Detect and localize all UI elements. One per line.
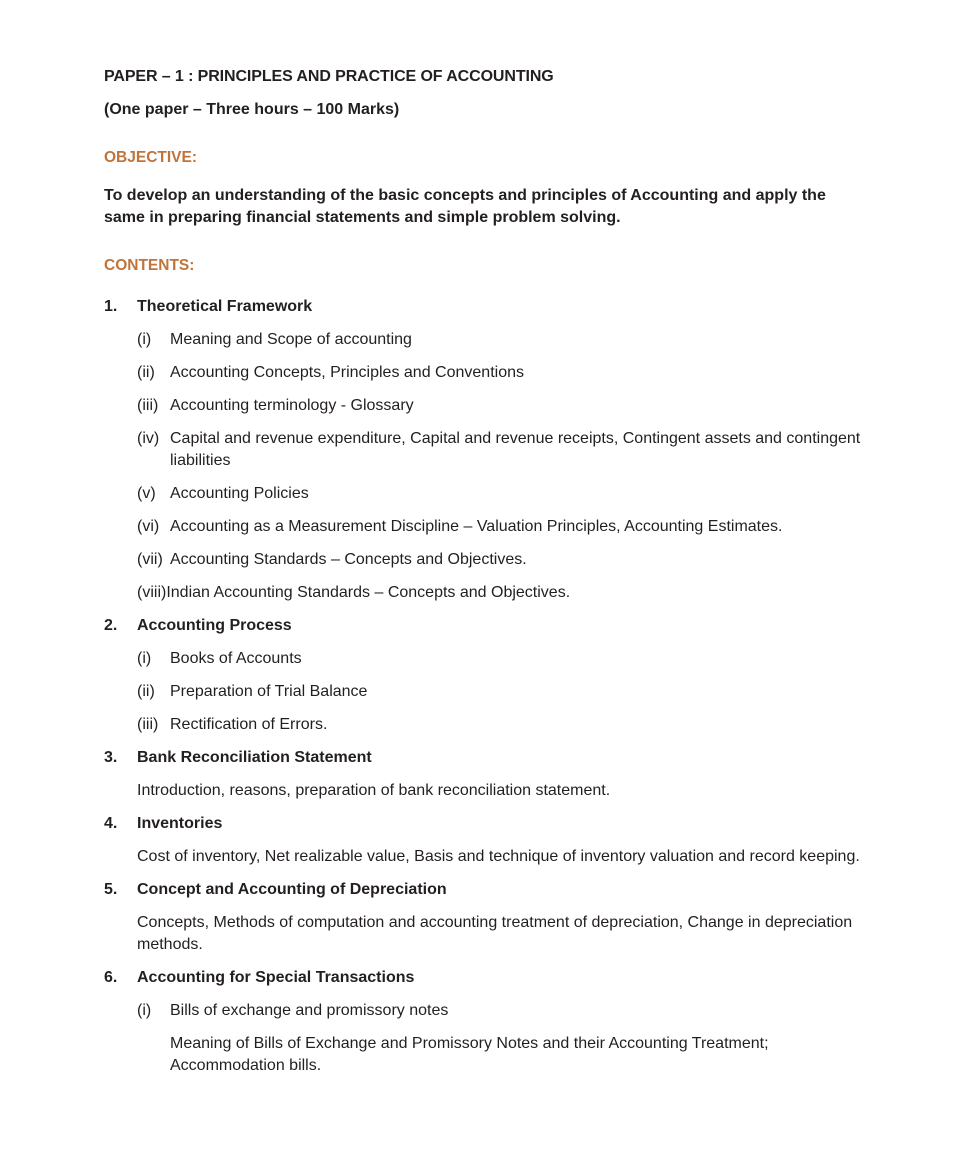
subtopic-item — [137, 1000, 864, 1022]
subtopic-text: Preparation of Trial Balance — [170, 683, 368, 700]
subtopic-text: Accounting Standards – Concepts and Objectives. — [170, 551, 527, 568]
paper-subtitle: (One paper – Three hours – 100 Marks) — [104, 101, 400, 118]
topic-title: Accounting Process — [137, 617, 292, 634]
topic-heading — [104, 296, 864, 318]
topic-heading — [104, 879, 864, 901]
topic-number: 5. — [104, 881, 118, 898]
content-topic — [104, 615, 864, 736]
topic-number: 3. — [104, 749, 118, 766]
subtopic-number: (viii) — [137, 584, 167, 601]
content-topic — [104, 296, 864, 604]
subtopic-number: (i) — [137, 650, 152, 667]
subtopic-number: (v) — [137, 485, 156, 502]
subtopic-item — [137, 714, 864, 736]
topic-title: Accounting for Special Transactions — [137, 969, 415, 986]
topic-description: Introduction, reasons, preparation of bank reconciliation statement. — [137, 782, 611, 799]
topic-number: 1. — [104, 298, 118, 315]
subtopic-number: (iv) — [137, 430, 160, 447]
subtopic-description: Meaning of Bills of Exchange and Promissory Notes and their Accounting Treatment; Accommodation bills. — [170, 1035, 769, 1074]
topic-heading — [104, 813, 864, 835]
subtopic-item — [137, 681, 864, 703]
content-topic — [104, 747, 864, 802]
content-topic — [104, 967, 864, 1077]
subtopic-item — [137, 362, 864, 384]
subtopic-number: (iii) — [137, 397, 159, 414]
subtopic-number: (vii) — [137, 551, 163, 568]
content-topic — [104, 813, 864, 868]
subtopic-text: Accounting terminology - Glossary — [170, 397, 414, 414]
subtopic-text: Rectification of Errors. — [170, 716, 328, 733]
subtopic-text: Bills of exchange and promissory notes — [170, 1002, 449, 1019]
subtopic-item — [137, 483, 864, 505]
subtopic-number: (vi) — [137, 518, 160, 535]
contents-list — [104, 296, 864, 1077]
topic-heading — [104, 747, 864, 769]
content-topic — [104, 879, 864, 956]
topic-number: 4. — [104, 815, 118, 832]
subtopic-text: Indian Accounting Standards – Concepts and Objectives. — [166, 584, 571, 601]
objective-text: To develop an understanding of the basic concepts and principles of Accounting and apply the same in preparing financial statements and simple problem solving. — [104, 187, 826, 226]
subtopic-number: (ii) — [137, 364, 155, 381]
subtopic-text: Accounting Policies — [170, 485, 309, 502]
subtopic-text: Accounting as a Measurement Discipline – Valuation Principles, Accounting Estimates. — [170, 518, 783, 535]
subtopic-list — [104, 329, 864, 604]
topic-heading — [104, 967, 864, 989]
subtopic-list — [104, 1000, 864, 1077]
subtopic-number: (ii) — [137, 683, 155, 700]
contents-heading: CONTENTS: — [104, 257, 195, 274]
topic-title: Concept and Accounting of Depreciation — [137, 881, 447, 898]
subtopic-number: (iii) — [137, 716, 159, 733]
topic-title: Inventories — [137, 815, 223, 832]
subtopic-number: (i) — [137, 331, 152, 348]
subtopic-item — [137, 516, 864, 538]
subtopic-text: Capital and revenue expenditure, Capital and revenue receipts, Contingent assets and contingent liabilities — [170, 430, 861, 469]
subtopic-number: (i) — [137, 1002, 152, 1019]
subtopic-item — [137, 395, 864, 417]
topic-description: Concepts, Methods of computation and accounting treatment of depreciation, Change in depreciation methods. — [137, 914, 853, 953]
paper-title: PAPER – 1 : PRINCIPLES AND PRACTICE OF ACCOUNTING — [104, 68, 554, 85]
topic-heading — [104, 615, 864, 637]
subtopic-item — [137, 648, 864, 670]
subtopic-text: Books of Accounts — [170, 650, 302, 667]
topic-title: Theoretical Framework — [137, 298, 313, 315]
subtopic-item — [137, 428, 864, 472]
subtopic-item — [137, 549, 864, 571]
topic-number: 6. — [104, 969, 118, 986]
subtopic-text: Accounting Concepts, Principles and Conventions — [170, 364, 524, 381]
subtopic-item — [137, 582, 864, 604]
objective-heading: OBJECTIVE: — [104, 149, 198, 166]
subtopic-list — [104, 648, 864, 736]
syllabus-page — [104, 66, 864, 1088]
topic-number: 2. — [104, 617, 118, 634]
topic-title: Bank Reconciliation Statement — [137, 749, 372, 766]
subtopic-item — [137, 329, 864, 351]
topic-description: Cost of inventory, Net realizable value, Basis and technique of inventory valuation and record keeping. — [137, 848, 860, 865]
subtopic-text: Meaning and Scope of accounting — [170, 331, 412, 348]
